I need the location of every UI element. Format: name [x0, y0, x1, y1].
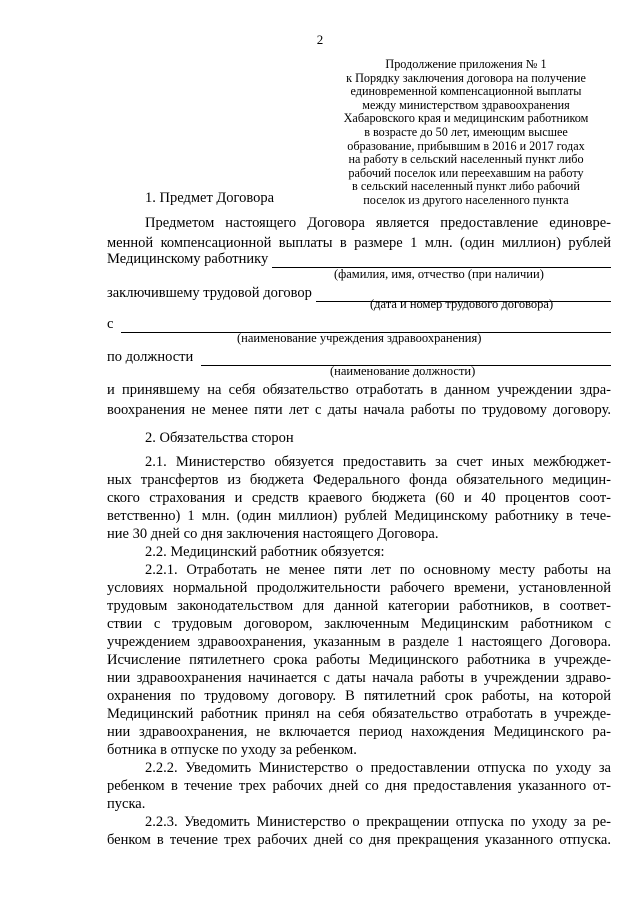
appendix-line: к Порядку заключения договора на получение: [346, 70, 586, 85]
text-line: бенком в течение трех рабочих дней со дня прекращения указанного отпуска.: [107, 832, 611, 848]
appendix-line: образование, прибывшим в 2016 и 2017 годах: [347, 138, 585, 153]
section-1-closing: [107, 381, 611, 419]
text-line: пуска.: [107, 796, 146, 812]
text-line: 2.2. Медицинский работник обязуется:: [145, 544, 385, 560]
text-line: нии здравоохранения начинается с даты начала работы в учреждении здраво-: [107, 670, 611, 686]
text-line: учреждением здравоохранения, указанным в разделе 1 настоящего Договора.: [107, 634, 611, 650]
appendix-line: Продолжение приложения № 1: [385, 57, 547, 71]
worker-blank-line: [272, 254, 611, 268]
text-line: 2.2.3. Уведомить Министерство о прекращении отпуска по уходу за ре-: [145, 814, 611, 830]
appendix-line: рабочий поселок или переехавшим на работу: [348, 165, 584, 180]
section-1-heading: 1. Предмет Договора: [145, 190, 275, 206]
appendix-line: Хабаровского края и медицинским работником: [343, 111, 589, 126]
contract-caption: (дата и номер трудового договора): [370, 297, 554, 311]
text-line: Медицинский работник принял на себя обязательство отработать в учрежде-: [107, 706, 611, 722]
position-caption: (наименование должности): [330, 364, 476, 378]
worker-label: Медицинскому работнику: [107, 251, 269, 267]
text-line: ние 30 дней со дня заключения настоящего Договора.: [107, 526, 439, 542]
text-line: ботника в отпуске по уходу за ребенком.: [107, 742, 357, 758]
appendix-line: на работу в сельский населенный пункт либо: [348, 152, 584, 167]
section-1-intro: [107, 214, 611, 252]
appendix-line: в возрасте до 50 лет, имеющим высшее: [364, 124, 568, 139]
text-line: Предметом настоящего Договора является предоставление единовре-: [145, 215, 611, 231]
worker-field-row: [107, 250, 611, 268]
text-line: и принявшему на себя обязательство отработать в данном учреждении здра-: [107, 382, 611, 398]
page-number: 2: [316, 32, 324, 47]
text-line: трудовым законодательством для данной категории работников, в соответ-: [107, 598, 611, 614]
section-2-body: [107, 453, 611, 849]
text-line: ребенком в течение трех рабочих дней со дня предоставления указанного от-: [107, 778, 611, 794]
text-line: ского страхования и средств краевого бюджета (60 и 40 процентов соот-: [107, 490, 611, 506]
appendix-line: единовременной компенсационной выплаты: [350, 84, 582, 99]
text-line: условиях нормальной продолжительности рабочего времени, установленной: [107, 580, 611, 596]
text-line: ствии с трудовым договором, заключенным Медицинским работником с: [107, 616, 611, 632]
text-line: ных трансфертов из бюджета Федерального фонда обязательного медицин-: [107, 472, 611, 488]
text-line: 2.1. Министерство обязуется предоставить за счет иных межбюджет-: [145, 454, 611, 470]
text-line: охранения по трудовому договору. В пятилетний срок работы, на которой: [107, 688, 611, 704]
text-line: менной компенсационной выплаты в размере 1 млн. (один миллион) рублей: [107, 235, 611, 251]
text-line: нии здравоохранения, не включается период нахождения Медицинского ра-: [107, 724, 611, 740]
appendix-line: в сельский населенный пункт либо рабочий: [352, 179, 580, 194]
text-line: Исчисление пятилетнего срока работы Медицинского работника в учрежде-: [107, 652, 611, 668]
with-label: с: [107, 316, 114, 332]
appendix-line: поселок из другого населенного пункта: [363, 192, 569, 207]
worker-caption: (фамилия, имя, отчество (при наличии): [334, 267, 544, 281]
section-2-heading: 2. Обязательства сторон: [145, 430, 294, 446]
text-line: воохранения не менее пяти лет с даты начала работы по трудовому договору.: [107, 402, 611, 418]
appendix-header: [320, 58, 612, 208]
text-line: ветственно) 1 млн. (один миллион) рублей Медицинскому работнику в тече-: [107, 508, 611, 524]
contract-label: заключившему трудовой договор: [107, 285, 312, 301]
text-line: 2.2.2. Уведомить Министерство о предоставлении отпуска по уходу за: [145, 760, 611, 776]
appendix-line: между министерством здравоохранения: [362, 97, 570, 112]
institution-caption: (наименование учреждения здравоохранения): [237, 331, 482, 345]
position-label: по должности: [107, 349, 194, 365]
text-line: 2.2.1. Отработать не менее пяти лет по основному месту работы на: [145, 562, 611, 578]
